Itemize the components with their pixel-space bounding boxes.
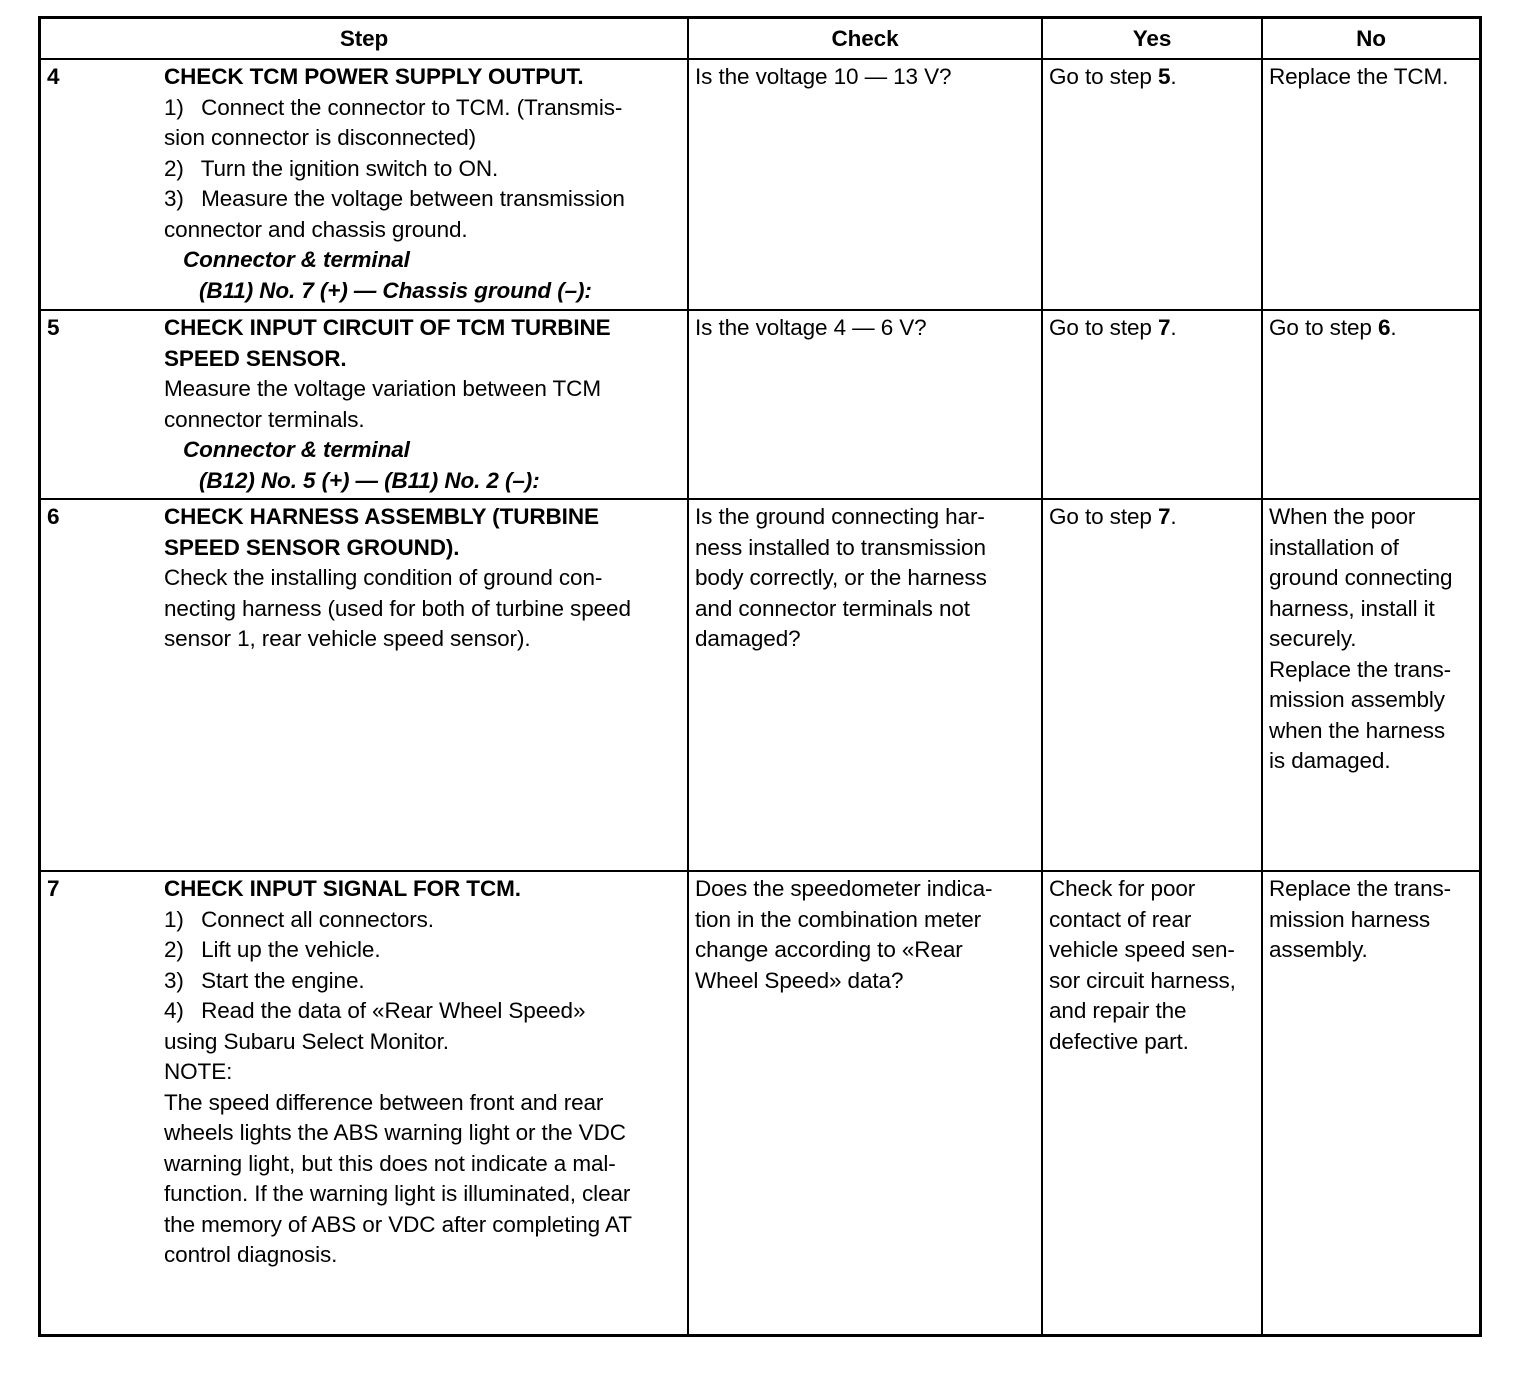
connector-label: Connector & terminal xyxy=(183,437,410,462)
no-text: securely. xyxy=(1269,626,1357,651)
no-text: is damaged. xyxy=(1269,748,1391,773)
step-reference: 7 xyxy=(1157,315,1171,340)
step-reference: 7 xyxy=(1157,504,1171,529)
yes-cell xyxy=(1041,60,1261,309)
header-yes: Yes xyxy=(1041,19,1261,58)
no-text: ground connecting xyxy=(1269,565,1453,590)
yes-text: defective part. xyxy=(1049,1028,1189,1054)
check-text: Does the speedometer indica- xyxy=(695,876,993,901)
check-cell xyxy=(687,311,1041,498)
yes-text: contact of rear xyxy=(1049,906,1192,932)
step-instruction: 1) Connect the connector to TCM. (Transmis- xyxy=(164,94,623,120)
step-cell xyxy=(41,311,687,498)
step-instruction: 1) Connect all connectors. xyxy=(164,906,434,932)
yes-text: Go to step 7. xyxy=(1049,504,1177,529)
step-title: SPEED SENSOR GROUND). xyxy=(164,534,460,560)
step-title: CHECK INPUT CIRCUIT OF TCM TURBINE xyxy=(164,315,611,340)
yes-text: Check for poor xyxy=(1049,876,1196,901)
step-instruction: 2) Turn the ignition switch to ON. xyxy=(164,155,499,181)
table-row xyxy=(41,872,1479,1334)
step-title: CHECK INPUT SIGNAL FOR TCM. xyxy=(164,876,521,901)
no-text: Replace the trans- xyxy=(1269,656,1452,682)
check-cell xyxy=(687,872,1041,1334)
step-content xyxy=(164,874,683,1271)
step-reference: 5 xyxy=(1157,64,1171,89)
step-instruction: connector terminals. xyxy=(164,406,365,432)
check-cell xyxy=(687,60,1041,309)
no-text: harness, install it xyxy=(1269,595,1435,621)
no-text: assembly. xyxy=(1269,937,1368,962)
check-text: body correctly, or the harness xyxy=(695,565,987,590)
step-instruction: sion connector is disconnected) xyxy=(164,125,477,150)
yes-text: and repair the xyxy=(1049,998,1187,1023)
step-title: SPEED SENSOR. xyxy=(164,345,347,371)
connector-value: (B12) No. 5 (+) — (B11) No. 2 (–): xyxy=(199,467,540,493)
step-content xyxy=(164,502,683,655)
step-instruction: necting harness (used for both of turbine speed xyxy=(164,595,631,621)
check-text: change according to «Rear xyxy=(695,937,963,962)
yes-cell xyxy=(1041,311,1261,498)
step-number: 7 xyxy=(47,876,60,901)
connector-value: (B11) No. 7 (+) — Chassis ground (–): xyxy=(199,277,592,303)
yes-text: Go to step 5. xyxy=(1049,64,1177,89)
step-instruction: 4) Read the data of «Rear Wheel Speed» xyxy=(164,998,586,1023)
step-instruction: using Subaru Select Monitor. xyxy=(164,1028,449,1054)
no-cell xyxy=(1261,311,1479,498)
check-text: Is the ground connecting har- xyxy=(695,504,985,529)
no-text: When the poor xyxy=(1269,504,1416,529)
header-no: No xyxy=(1261,19,1479,58)
table-row xyxy=(41,60,1479,311)
table-header-row xyxy=(41,19,1479,60)
step-cell xyxy=(41,500,687,870)
step-instruction: connector and chassis ground. xyxy=(164,216,468,242)
step-instruction: 2) Lift up the vehicle. xyxy=(164,937,381,962)
step-number: 5 xyxy=(47,315,60,340)
yes-text: Go to step 7. xyxy=(1049,315,1177,340)
step-instruction: Measure the voltage variation between TCM xyxy=(164,376,601,401)
check-text: Is the voltage 4 — 6 V? xyxy=(695,315,927,340)
step-number: 4 xyxy=(47,64,60,89)
note-text: The speed difference between front and rear wheels lights the ABS warning light or the VDC warning light, but this does not indicate a mal- function. If the warning light is illuminated, clear the memory of ABS or VDC after completing AT control diagnosis. xyxy=(164,1089,632,1267)
check-text: damaged? xyxy=(695,626,801,651)
step-cell xyxy=(41,872,687,1334)
step-title: CHECK HARNESS ASSEMBLY (TURBINE xyxy=(164,504,599,529)
check-text: tion in the combination meter xyxy=(695,906,982,932)
no-cell xyxy=(1261,60,1479,309)
no-text: mission assembly xyxy=(1269,687,1445,712)
yes-cell xyxy=(1041,500,1261,870)
step-instruction: Check the installing condition of ground con- xyxy=(164,565,603,590)
no-text: installation of xyxy=(1269,534,1399,560)
check-text: ness installed to transmission xyxy=(695,534,986,560)
step-reference: 6 xyxy=(1377,315,1391,340)
no-cell xyxy=(1261,872,1479,1334)
header-check: Check xyxy=(687,19,1041,58)
no-text: Replace the trans- xyxy=(1269,876,1452,901)
no-text: Replace the TCM. xyxy=(1269,64,1449,89)
check-text: Is the voltage 10 — 13 V? xyxy=(695,64,952,89)
check-cell xyxy=(687,500,1041,870)
check-text: and connector terminals not xyxy=(695,595,970,621)
step-instruction: 3) Measure the voltage between transmission xyxy=(164,186,625,211)
diagnostic-table xyxy=(38,16,1482,1337)
no-cell xyxy=(1261,500,1479,870)
step-title: CHECK TCM POWER SUPPLY OUTPUT. xyxy=(164,64,584,89)
step-cell xyxy=(41,60,687,309)
yes-text: sor circuit harness, xyxy=(1049,967,1236,993)
step-content xyxy=(164,62,683,306)
yes-text: vehicle speed sen- xyxy=(1049,937,1235,962)
note-label: NOTE: xyxy=(164,1059,233,1084)
yes-cell xyxy=(1041,872,1261,1334)
step-number: 6 xyxy=(47,504,60,529)
table-row xyxy=(41,311,1479,500)
step-content xyxy=(164,313,683,496)
check-text: Wheel Speed» data? xyxy=(695,967,904,993)
no-text: mission harness xyxy=(1269,906,1431,932)
step-instruction: 3) Start the engine. xyxy=(164,967,365,993)
no-text: Go to step 6. xyxy=(1269,315,1397,340)
table-row xyxy=(41,500,1479,872)
header-step: Step xyxy=(339,26,389,51)
step-instruction: sensor 1, rear vehicle speed sensor). xyxy=(164,626,531,651)
connector-label: Connector & terminal xyxy=(183,247,410,272)
no-text: when the harness xyxy=(1269,717,1446,743)
